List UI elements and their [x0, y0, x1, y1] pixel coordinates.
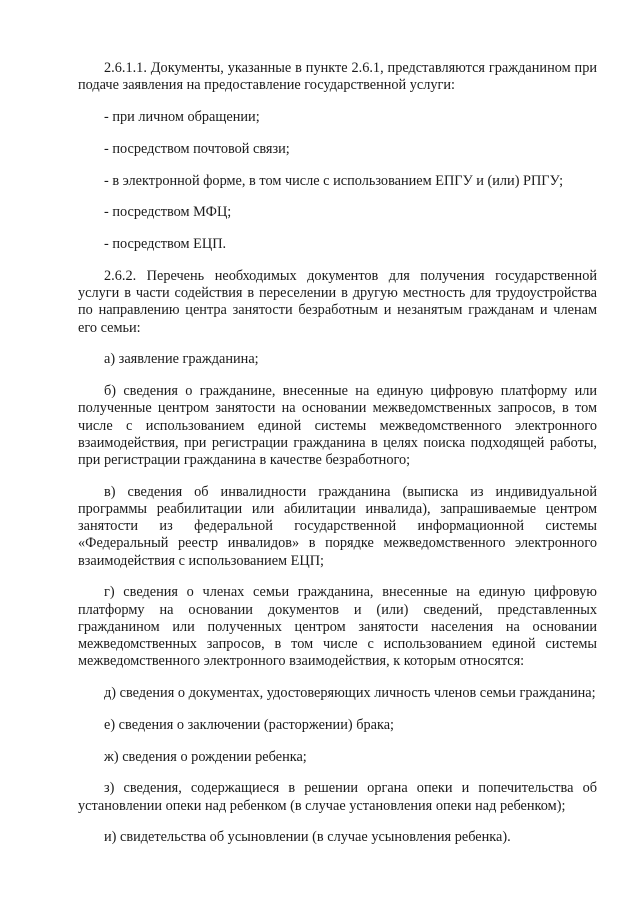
list-item-postal: - посредством почтовой связи;: [104, 140, 290, 157]
list-item-mfc: - посредством МФЦ;: [104, 204, 232, 221]
list-item-g: г) сведения о членах семьи гражданина, внесенные на единую цифровую платформу на основании документов и (или) сведений, представленных гражданином или полученных центром занятости населения на основании межведомственных запросов, в том числе с использованием единой системы межведомственного электронного взаимодействия, к которым относятся:: [78, 584, 597, 670]
list-item-z: з) сведения, содержащиеся в решении органа опеки и попечительства об установлении опеки над ребенком (в случае установления опеки над ребенком);: [78, 780, 597, 814]
list-item-i: и) свидетельства об усыновлении (в случае усыновления ребенка).: [104, 829, 511, 846]
list-item-a: а) заявление гражданина;: [104, 351, 259, 368]
list-item-b: б) сведения о гражданине, внесенные на единую цифровую платформу или полученные центром занятости на основании межведомственных запросов, в том числе с использованием единой системы межведомственного электронного взаимодействия, при регистрации гражданина в целях поиска подходящей работы, при регистрации гражданина в качестве безработного;: [78, 383, 597, 468]
list-item-zh: ж) сведения о рождении ребенка;: [104, 748, 307, 765]
paragraph-2-6-1-1: 2.6.1.1. Документы, указанные в пункте 2.6.1, представляются гражданином при подаче заявления на предоставление государственной услуги:: [78, 60, 597, 94]
list-item-electronic: - в электронной форме, в том числе с использованием ЕПГУ и (или) РПГУ;: [104, 172, 564, 189]
list-item-personal-visit: - при личном обращении;: [104, 109, 260, 125]
list-item-ecp: - посредством ЕЦП.: [104, 236, 227, 253]
list-item-v: в) сведения об инвалидности гражданина (выписка из индивидуальной программы реабилитации или абилитации инвалида), запрашиваемые центром занятости из федеральной государственной информационной системы «Федеральный реестр инвалидов» в порядке межведомственного электронного взаимодействия с использованием ЕЦП;: [78, 483, 597, 569]
list-item-e: е) сведения о заключении (расторжении) брака;: [104, 716, 395, 733]
paragraph-2-6-2: 2.6.2. Перечень необходимых документов для получения государственной услуги в части содействия в переселении в другую местность для трудоустройства по направлению центра занятости безработным и незанятым гражданам и членам его семьи:: [78, 267, 597, 336]
document-page: [78, 60, 597, 847]
list-item-d: д) сведения о документах, удостоверяющих личность членов семьи гражданина;: [104, 685, 596, 702]
